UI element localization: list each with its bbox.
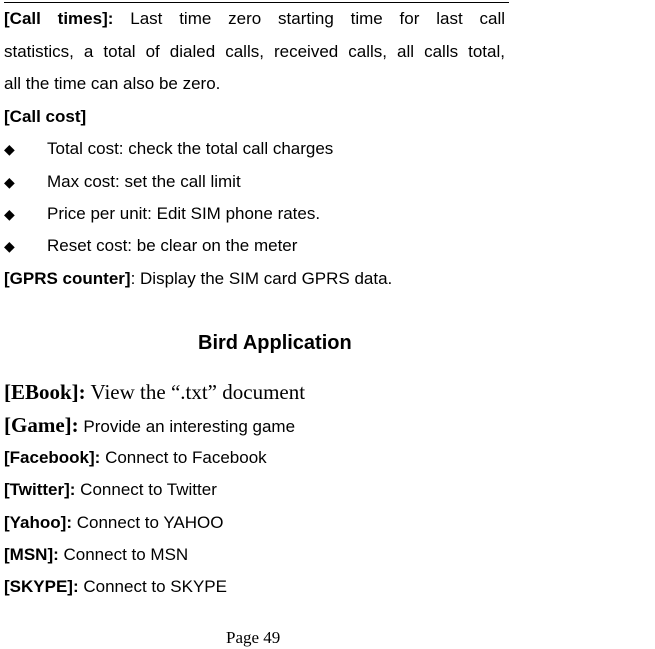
- app-row-msn: [4, 545, 188, 565]
- diamond-bullet-icon: ◆: [4, 238, 15, 254]
- app-label: [EBook]:: [4, 380, 86, 404]
- app-label: [Yahoo]:: [4, 513, 72, 532]
- gprs-line: [4, 269, 392, 289]
- app-text: Provide an interesting game: [78, 417, 296, 436]
- app-label: [Game]:: [4, 413, 79, 437]
- page-number: Page 49: [226, 628, 281, 647]
- app-row-facebook: [4, 448, 267, 468]
- list-item: [4, 139, 333, 159]
- diamond-bullet-icon: ◆: [4, 206, 15, 222]
- app-row-twitter: [4, 480, 217, 500]
- call-times-line-1: [4, 9, 505, 29]
- call-times-line-2: statistics, a total of dialed calls, received calls, all calls total,: [4, 42, 505, 61]
- list-item: [4, 236, 297, 256]
- list-item-text: Reset cost: be clear on the meter: [47, 236, 298, 255]
- app-label: [Twitter]:: [4, 480, 76, 499]
- gprs-text: : Display the SIM card GPRS data.: [130, 269, 393, 288]
- app-text: Connect to Facebook: [100, 448, 267, 467]
- gprs-label: [GPRS counter]: [4, 269, 131, 288]
- app-row-yahoo: [4, 513, 224, 533]
- app-text: Connect to YAHOO: [72, 513, 224, 532]
- app-text: Connect to Twitter: [75, 480, 217, 499]
- call-times-text-1: Last time zero starting time for last call: [130, 9, 505, 28]
- call-times-line-3: all the time can also be zero.: [4, 74, 221, 93]
- app-row-ebook: [4, 380, 305, 405]
- app-text: View the “.txt” document: [85, 380, 306, 404]
- app-label: [Facebook]:: [4, 448, 101, 467]
- app-row-game: [4, 413, 295, 438]
- call-cost-label: [Call cost]: [4, 107, 87, 126]
- list-item-text: Price per unit: Edit SIM phone rates.: [47, 204, 321, 223]
- app-label: [SKYPE]:: [4, 577, 79, 596]
- diamond-bullet-icon: ◆: [4, 141, 15, 157]
- app-text: Connect to MSN: [58, 545, 189, 564]
- app-label: [MSN]:: [4, 545, 59, 564]
- app-text: Connect to SKYPE: [78, 577, 227, 596]
- call-times-label: [Call times]:: [4, 9, 114, 28]
- list-item-text: Max cost: set the call limit: [47, 172, 241, 191]
- list-item: [4, 204, 320, 224]
- app-row-skype: [4, 577, 227, 597]
- diamond-bullet-icon: ◆: [4, 174, 15, 190]
- section-title: Bird Application: [198, 332, 352, 354]
- top-rule: [4, 2, 509, 3]
- list-item-text: Total cost: check the total call charges: [47, 139, 334, 158]
- list-item: [4, 172, 241, 192]
